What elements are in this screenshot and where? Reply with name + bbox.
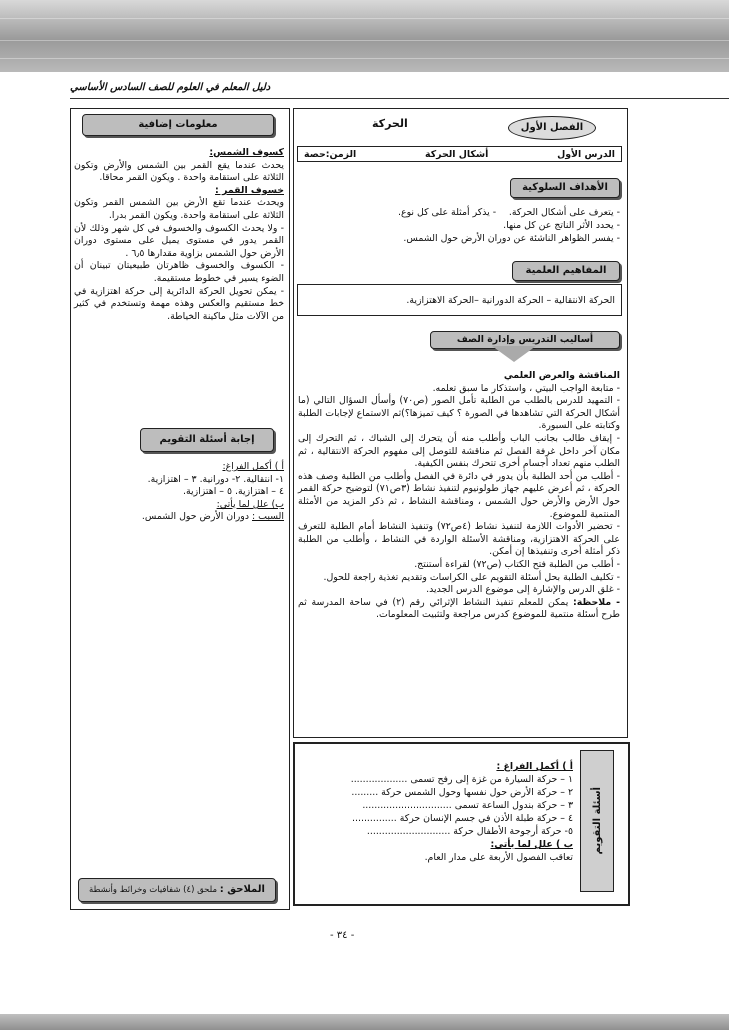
eclipse-note-1: - ولا يحدث الكسوف والخسوف في كل شهر وذلك لأن القمر يدور في مستوى يميل على مستوى دوران الأرض حول الشمس بزاوية مقدارها ٦٫٥ . (74, 222, 284, 259)
concepts-box (297, 284, 622, 316)
step-item: - إيقاف طالب بجانب الباب وأطلب منه أن يتحرك إلى الشباك ، ثم التحرك إلى مكان آخر داخل غرفة الفصل ثم مناقشة للتوصل إلى مفهوم الحركة الانتقالية ، ثم الطلب منهم تعداد أجسام أخرى تتحرك بنفس الكيفية. (298, 432, 620, 470)
question-item: ٥- حركة أرجوحة الأطفال حركة ............................ (366, 826, 573, 837)
lunar-eclipse-text: ويحدث عندما تقع الأرض بين الشمس القمر وتكون الثلاثة على استقامة واحدة. ويكون القمر بدرا. (74, 197, 284, 221)
evaluation-b-text: تعاقب الفصول الأربعة على مدار العام. (424, 852, 573, 863)
appendix-label: الملاحق : (219, 884, 265, 895)
objectives-title: الأهداف السلوكية (510, 178, 620, 198)
answers-line-1: ١- انتقالية. ٢- دورانية. ٣ – اهتزازية. (147, 473, 284, 485)
objective-2: - يحدد الأثر الناتج عن كل منها. (503, 220, 620, 231)
lesson-time: الزمن:حصة (304, 148, 357, 160)
header-rule (70, 98, 729, 99)
answers-part-b: ب) علل لما يأتي: (216, 498, 284, 510)
discussion-title: المناقشة والعرض العلمي (503, 370, 620, 381)
step-item: - متابعة الواجب البيتي ، واستذكار ما سبق تعلمه. (432, 382, 620, 394)
question-item: ٤ – حركة طبلة الأذن في جسم الإنسان حركة ............... (352, 813, 573, 824)
top-decorative-band (0, 0, 729, 72)
lesson-number: الدرس الأول (557, 148, 615, 160)
answers-reason-label: السبب : (252, 511, 284, 523)
question-item: ١ – حركة السيارة من غزة إلى رفح تسمى ................... (350, 774, 573, 785)
step-item: - أطلب من الطلبة فتح الكتاب (ص٧٢) لقراءة أستنتج. (414, 558, 620, 570)
answers-block (74, 461, 284, 524)
evaluation-questions (305, 760, 573, 864)
eclipse-note-2: - الكسوف والخسوف ظاهرتان طبيعيتان تبينان أن الضوء يسير في خطوط مستقيمة. (74, 260, 284, 284)
teaching-steps (298, 370, 620, 622)
objective-3: - يفسر الظواهر الناشئة عن دوران الأرض حول الشمس. (403, 233, 620, 244)
eclipse-info (74, 147, 284, 323)
question-item: ٣ – حركة بندول الساعة تسمى .............................. (362, 800, 573, 811)
appendix-text: ملحق (٤) شفافيات وخرائط وأنشطة (89, 885, 218, 895)
behavioral-objectives (298, 206, 620, 245)
bottom-decorative-band (0, 1014, 729, 1030)
concepts-title: المفاهيم العلمية (512, 261, 620, 281)
solar-eclipse-text: يحدث عندما يقع القمر بين الشمس والأرض وتكون الثلاثة على استقامة واحدة . ويكون القمر محاقا. (74, 159, 284, 184)
lesson-meta-row (297, 146, 622, 162)
answers-part-a: أ ) أكمل الفراغ: (222, 461, 284, 472)
answers-reason: دوران الأرض حول الشمس. (141, 511, 250, 523)
lesson-topic: أشكال الحركة (425, 148, 489, 160)
evaluation-side-label (580, 750, 614, 892)
appendix-box (78, 878, 276, 902)
objective-1a: - يتعرف على أشكال الحركة. (508, 207, 620, 218)
concepts-text: الحركة الانتقالية – الحركة الدورانية –الحركة الاهتزازية. (406, 295, 615, 306)
remark-text: يمكن للمعلم تنفيذ النشاط الإثرائي رقم (٢) في ساحة المدرسة ثم طرح أسئلة منتمية للموضوع كدرس مراجعة ولتثبيت المعلومات. (298, 596, 620, 621)
evaluation-part-a: أ ) أكمل الفراغ : (496, 761, 573, 772)
step-item: - تحضير الأدوات اللازمة لتنفيذ نشاط (٤ص٧٢) وتنفيذ النشاط أمام الطلبة للتعرف على الحركة الاهتزازية، ومناقشة الأسئلة الواردة في النشاط ، وأطلب من الطلبة ذكر أمثلة أخرى وتنفيذها إن أمكن. (298, 521, 621, 558)
evaluation-part-b: ب ) علل لما يأتي: (490, 839, 573, 850)
evaluation-side-text: أسئلة التقويم (591, 787, 603, 855)
motion-note-3: - يمكن تحويل الحركة الدائرية إلى حركة اهتزازية في خط مستقيم والعكس وهذه مهمة وتستخدم في كثير من الآلات مثل ماكينة الخياطة. (74, 285, 284, 322)
objective-1b: - يذكر أمثلة على كل نوع. (398, 207, 497, 218)
methods-title: أساليب التدريس وإدارة الصف (430, 331, 620, 349)
step-item: - التمهيد للدرس بالطلب من الطلبة تأمل الصور (ص٧٠) وأسأل السؤال التالي (ما أشكال الحركة التي تشاهدها في الصورة ؟ كيف تميزها؟)ثم الاستماع لإجابات الطلبة وكتابته على السبورة. (298, 395, 620, 432)
lunar-eclipse-title: خسوف القمر : (215, 184, 284, 196)
step-item: - تكليف الطلبة بحل أسئلة التقويم على الكراسات وتقديم تغذية راجعة للحول. (323, 571, 620, 583)
lesson-title: الحركة (372, 117, 408, 130)
page-number: - ٣٤ - (330, 930, 355, 941)
solar-eclipse-title: كسوف الشمس: (209, 147, 284, 158)
page-header-title: دليل المعلم في العلوم للصف السادس الأساسي (70, 82, 271, 93)
unit-badge: الفصل الأول (508, 116, 596, 140)
remark-label: - ملاحظة: (572, 596, 621, 608)
answers-title: إجابة أسئلة التقويم (140, 428, 274, 452)
step-item: - أطلب من أحد الطلبة بأن يدور في دائرة في الفصل وأطلب من الطلبة وصف هذه الحركة ، ثم أعرض عليهم جهاز طولونيوم لتنفيذ نشاط (٣ص٧١) لتوضيح حركة القمر حول الأرض والأرض حول الشمس ، ومناقشة النشاط ، ثم ذكر المزيد من الأمثلة المنتمية للموضوع. (298, 470, 620, 520)
arrow-down-icon (492, 346, 536, 362)
step-item: - غلق الدرس والإشارة إلى موضوع الدرس الجديد. (426, 584, 620, 596)
answers-line-2: ٤ – اهتزازية. ٥ – اهتزازية. (183, 486, 284, 498)
extra-info-title: معلومات إضافية (82, 114, 274, 136)
question-item: ٢ – حركة الأرض حول نفسها وحول الشمس حركة ......... (351, 787, 573, 798)
